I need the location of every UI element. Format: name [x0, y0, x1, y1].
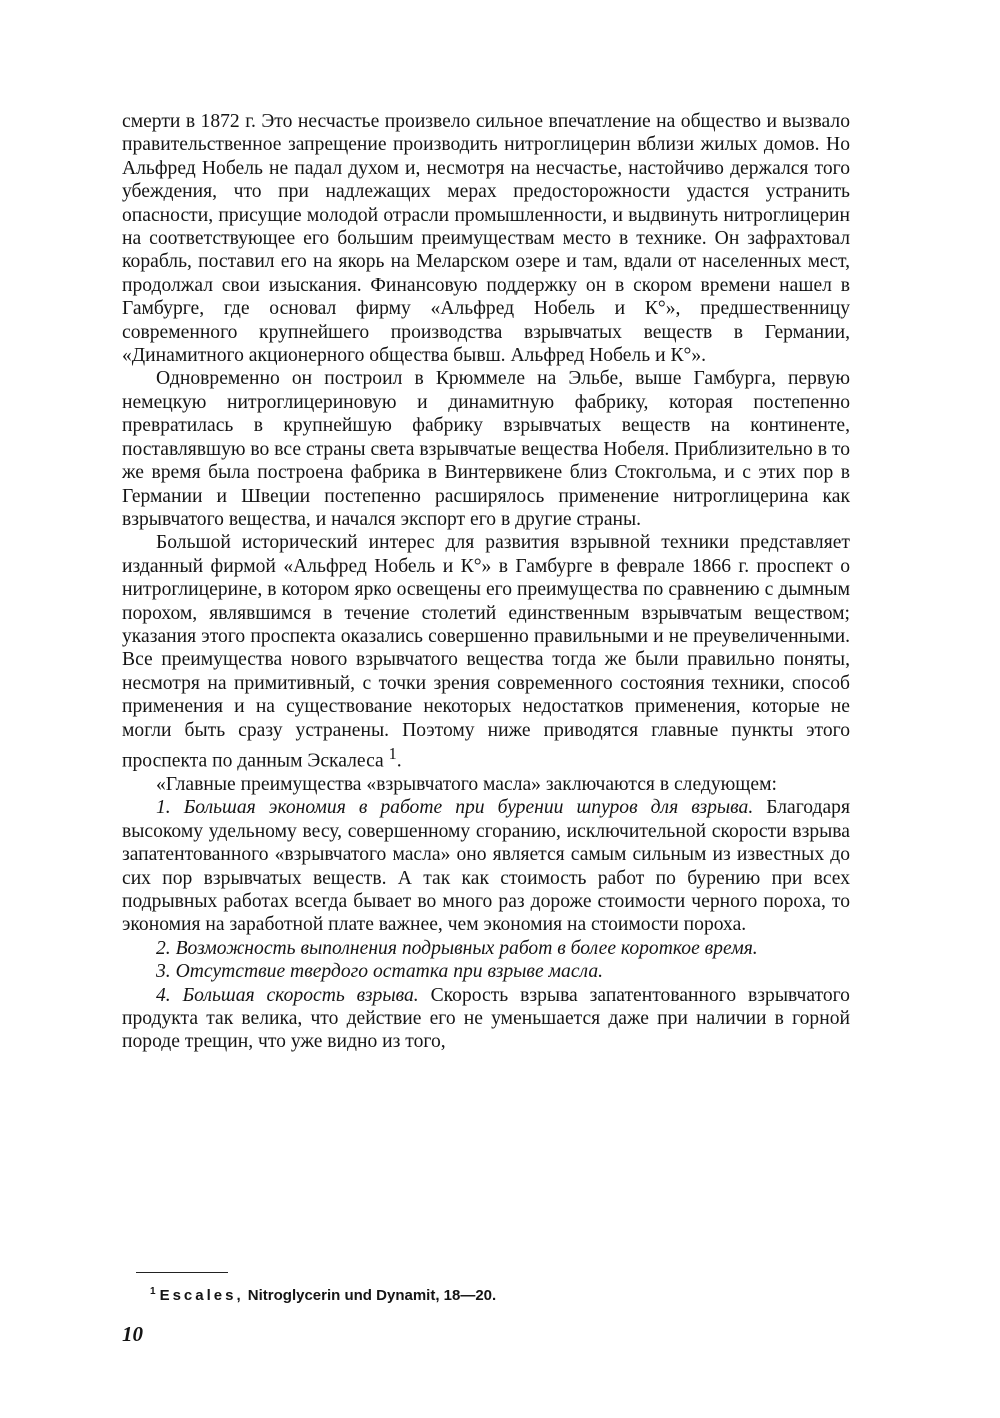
list-item-4: [122, 984, 850, 1054]
list-item-1-body: Благодаря высокому удельному весу, совершенному сгоранию, исключительной скорости взрыва запатентованного «взрывчатого масла» оно является самым сильным из известных до сих пор взрывчатых веществ. А так как стоимость работ по бурению при всех подрывных работах всегда бывает во много раз дороже стоимости черного пороха, то экономия на заработной плате важнее, чем экономия на стоимости пороха.: [122, 797, 850, 936]
paragraph-2: Одновременно он построил в Крюммеле на Эльбе, выше Гамбурга, первую немецкую нитроглицериновую и динамитную фабрику, которая постепенно превратилась в крупнейшую фабрику взрывчатых веществ на континенте, поставлявшую во все страны света взрывчатые вещества Нобеля. Приблизительно в то же время была построена фабрика в Винтервикене близ Стокгольма, и с этих пор в Германии и Швеции постепенно расширялось применение нитроглицерина как взрывчатого вещества, и начался экспорт его в другие страны.: [122, 368, 850, 530]
list-item-2-title: 2. Возможность выполнения подрывных работ в более короткое время.: [156, 937, 758, 959]
list-item-3-title: 3. Отсутствие твердого остатка при взрыве масла.: [156, 961, 604, 983]
footnote-text: Nitroglycerin und Dynamit, 18—20.: [247, 1287, 497, 1304]
paragraph-3: [122, 531, 850, 773]
list-item-4-title: 4. Большая скорость взрыва.: [156, 984, 419, 1006]
paragraph-4: «Главные преимущества «взрывчатого масла» заключаются в следующем:: [156, 773, 777, 795]
footnote-divider: [136, 1272, 228, 1273]
footnote: [150, 1286, 850, 1304]
list-item-1: [122, 796, 850, 936]
list-item-2: [122, 937, 850, 960]
footnote-reference: 1: [388, 743, 397, 763]
footnote-mark: 1: [150, 1286, 156, 1297]
paragraph-3-text: Большой исторический интерес для развития взрывной техники представляет изданный фирмой «Альфред Нобель и К°» в Гамбурге в феврале 1866 г. проспект о нитроглицерине, в котором ярко освещены его преимущества по сравнению с дымным порохом, являвшимся в течение столетий единственным взрывчатым веществом; указания этого проспекта оказались совершенно правильными и не преувеличенными. Все преимущества нового взрывчатого вещества тогда же были правильно поняты, несмотря на примитивный, с точки зрения современного состояния техники, способ применения и на существование некоторых недостатков применения, которые не могли быть сразу устранены. Поэтому ниже приводятся главные пункты этого проспекта по данным Эскалеса: [122, 532, 850, 772]
main-text: [122, 110, 850, 1054]
list-item-3: [122, 960, 850, 983]
paragraph-1: смерти в 1872 г. Это несчастье произвело сильное впечатление на общество и вызвало правительственное запрещение производить нитроглицерин вблизи жилых домов. Но Альфред Нобель не падал духом и, несмотря на несчастье, настойчиво держался того убеждения, что при надлежащих мерах предосторожности удастся устранить опасности, присущие молодой отрасли промышленности, и выдвинуть нитроглицерин на соответствующее его большим преимуществам место в технике. Он зафрахтовал корабль, поставил его на якорь на Меларском озере и там, вдали от населенных мест, продолжал свои изыскания. Финансовую поддержку он в скором времени нашел в Гамбурге, где основал фирму «Альфред Нобель и К°», предшественницу современного крупнейшего производства взрывчатых веществ в Германии, «Динамитного акционерного общества бывш. Альфред Нобель и К°».: [122, 111, 850, 367]
footnote-author: Escales,: [159, 1287, 244, 1304]
list-item-4-body: Скорость взрыва запатентованного взрывчатого продукта так велика, что действие его не уменьшается даже при наличии в горной породе трещин, что уже видно из того,: [122, 984, 850, 1053]
list-item-1-title: 1. Большая экономия в работе при бурении шпуров для взрыва.: [156, 797, 754, 819]
paragraph-3-end: .: [396, 750, 402, 772]
page-number: 10: [122, 1322, 143, 1346]
